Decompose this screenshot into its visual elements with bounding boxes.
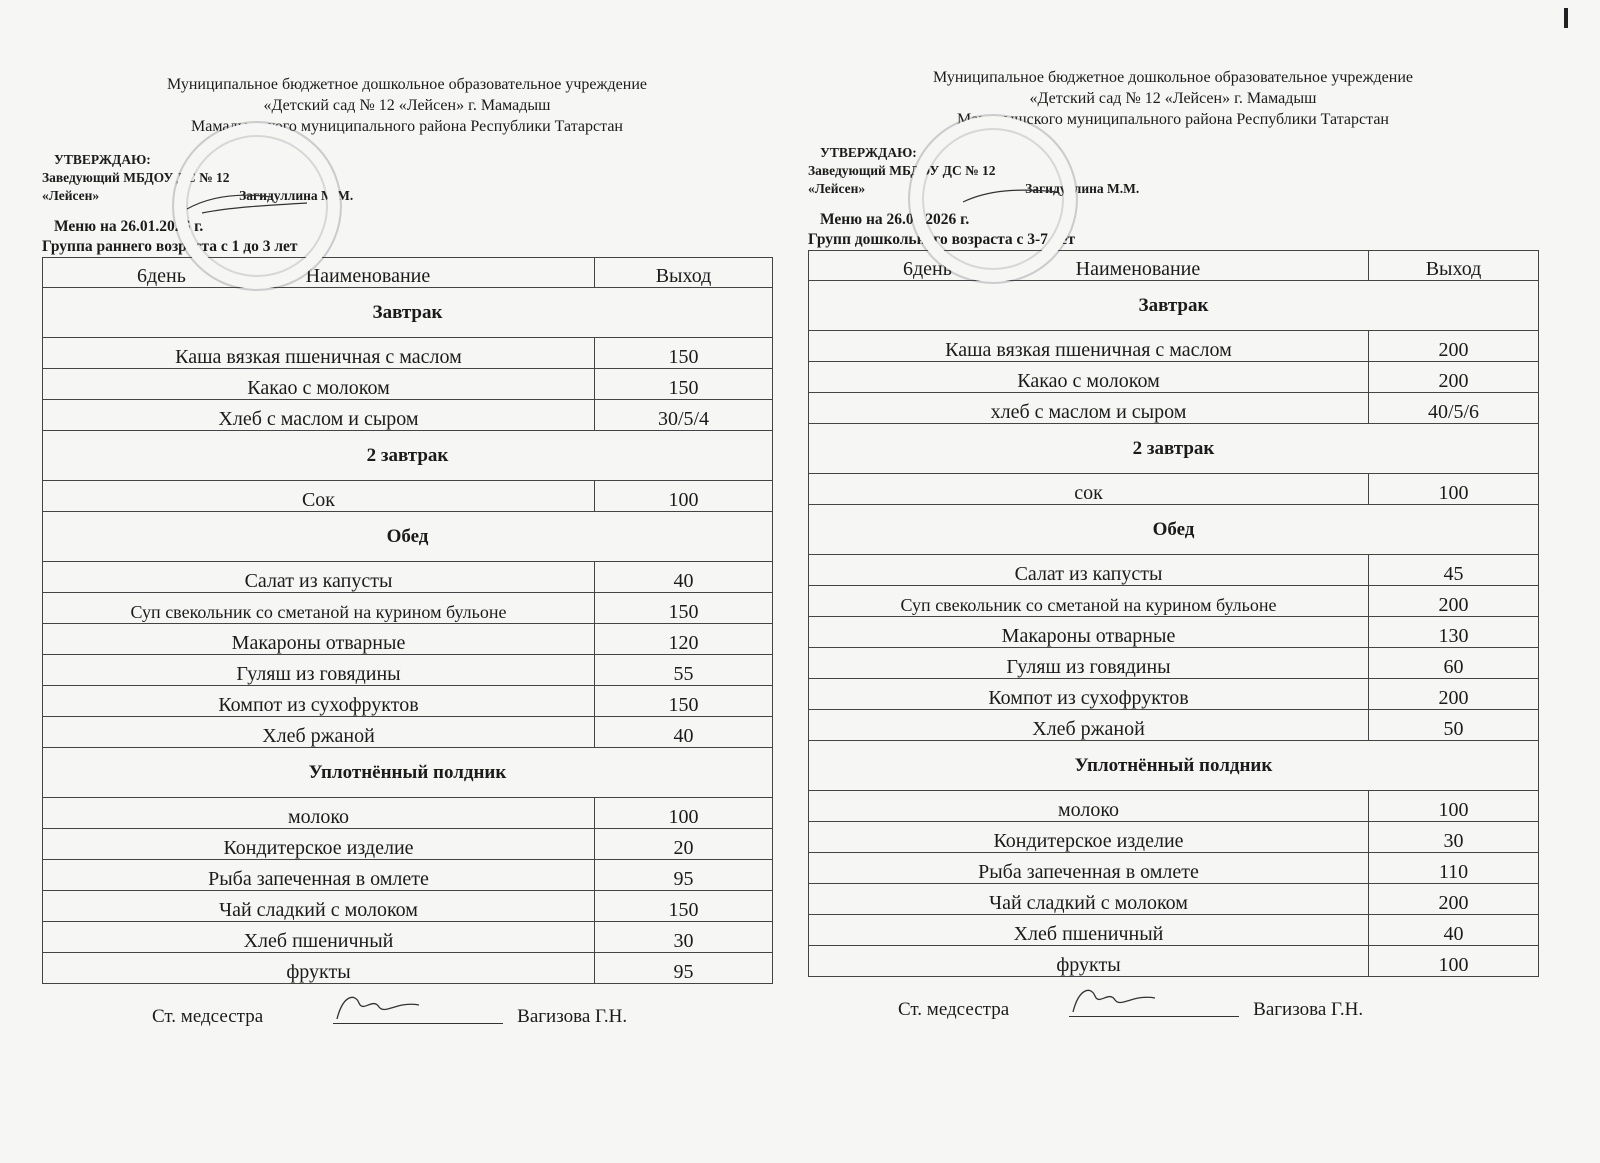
section-row (809, 424, 1539, 474)
menu-item-row (809, 853, 1539, 884)
menu-item-row (809, 474, 1539, 505)
section-row (43, 748, 773, 798)
dish-name: Гуляш из говядины (43, 655, 595, 686)
nurse-role: Ст. медсестра (152, 1006, 264, 1027)
menu-item-row (809, 555, 1539, 586)
dish-name: Каша вязкая пшеничная с маслом (809, 331, 1369, 362)
dish-name: фрукты (809, 946, 1369, 977)
dish-name: Рыба запеченная в омлете (43, 860, 595, 891)
dish-output: 40 (595, 717, 773, 748)
menu-panel-early-age (42, 0, 772, 1100)
dish-name: Хлеб пшеничный (43, 922, 595, 953)
table-header-row (809, 251, 1539, 281)
dish-output: 150 (595, 593, 773, 624)
dish-output: 40 (1369, 915, 1539, 946)
dish-output: 20 (595, 829, 773, 860)
dish-output: 100 (595, 481, 773, 512)
dish-output: 200 (1369, 362, 1539, 393)
header-line: Мамадышского муниципального района Республики Татарстан (191, 118, 623, 135)
dish-name: сок (809, 474, 1369, 505)
menu-item-row (43, 655, 773, 686)
header-name-cell (43, 258, 595, 288)
section-title: Уплотнённый полдник (43, 748, 773, 798)
dish-name: Кондитерское изделие (43, 829, 595, 860)
header-line: Мамадышского муниципального района Республики Татарстан (957, 111, 1389, 128)
director-signature (182, 187, 312, 217)
dish-output: 100 (1369, 946, 1539, 977)
menu-item-row (809, 648, 1539, 679)
dish-name: Каша вязкая пшеничная с маслом (43, 338, 595, 369)
director-signature (958, 180, 1068, 210)
dish-output: 200 (1369, 884, 1539, 915)
dish-output: 150 (595, 369, 773, 400)
section-row (809, 741, 1539, 791)
dish-output: 200 (1369, 331, 1539, 362)
section-row (43, 431, 773, 481)
header-name: Наименование (305, 265, 431, 287)
header-day: 6день (903, 258, 952, 280)
approve-signature-row (808, 180, 1538, 198)
approve-signature-row (42, 187, 772, 205)
dish-output: 150 (595, 891, 773, 922)
dish-output: 55 (595, 655, 773, 686)
dish-output: 100 (1369, 474, 1539, 505)
menu-title-block (42, 217, 772, 257)
approval-block (808, 144, 1538, 198)
menu-item-row (809, 617, 1539, 648)
dish-output: 30 (1369, 822, 1539, 853)
dish-name: Хлеб ржаной (809, 710, 1369, 741)
dish-output: 60 (1369, 648, 1539, 679)
approve-org: «Лейсен» (808, 181, 866, 196)
institution-header (808, 67, 1538, 130)
nurse-signature (1069, 983, 1239, 1017)
dish-name: Салат из капусты (809, 555, 1369, 586)
menu-table (808, 250, 1539, 977)
menu-item-row (43, 338, 773, 369)
dish-output: 40/5/6 (1369, 393, 1539, 424)
menu-item-row (43, 686, 773, 717)
header-line: «Детский сад № 12 «Лейсен» г. Мамадыш (263, 97, 551, 114)
group-label: Групп дошкольного возраста с 3-7 лет (808, 231, 1075, 248)
menu-item-row (43, 562, 773, 593)
menu-item-row (43, 860, 773, 891)
section-title: Уплотнённый полдник (809, 741, 1539, 791)
menu-title-block (808, 210, 1538, 250)
dish-output: 100 (595, 798, 773, 829)
menu-item-row (809, 915, 1539, 946)
section-row (809, 281, 1539, 331)
dish-output: 45 (1369, 555, 1539, 586)
approve-title: УТВЕРЖДАЮ: (820, 145, 917, 160)
dish-output: 150 (595, 686, 773, 717)
section-row (43, 512, 773, 562)
approve-position: Заведующий МБДОУ ДС № 12 (42, 170, 230, 185)
dish-name: Суп свекольник со сметаной на курином бульоне (809, 586, 1369, 617)
section-title: Обед (43, 512, 773, 562)
menu-item-row (43, 400, 773, 431)
dish-name: молоко (43, 798, 595, 829)
nurse-name: Вагизова Г.Н. (517, 1006, 628, 1027)
dish-name: Компот из сухофруктов (43, 686, 595, 717)
menu-item-row (809, 393, 1539, 424)
menu-item-row (43, 481, 773, 512)
menu-item-row (43, 717, 773, 748)
dish-name: хлеб с маслом и сыром (809, 393, 1369, 424)
header-line: Муниципальное бюджетное дошкольное образовательное учреждение (933, 69, 1413, 86)
menu-item-row (43, 593, 773, 624)
header-name: Наименование (1075, 258, 1201, 280)
approve-name: Загидуллина М.М. (239, 188, 354, 203)
approve-title: УТВЕРЖДАЮ: (54, 152, 151, 167)
dish-name: Хлеб пшеничный (809, 915, 1369, 946)
header-line: «Детский сад № 12 «Лейсен» г. Мамадыш (1029, 90, 1317, 107)
menu-item-row (809, 791, 1539, 822)
dish-output: 95 (595, 953, 773, 984)
menu-item-row (43, 369, 773, 400)
dish-name: Суп свекольник со сметаной на курином бульоне (43, 593, 595, 624)
header-output: Выход (1369, 251, 1539, 281)
menu-item-row (43, 798, 773, 829)
nurse-signoff (42, 990, 772, 1028)
dish-name: фрукты (43, 953, 595, 984)
dish-name: Рыба запеченная в омлете (809, 853, 1369, 884)
corner-mark (1564, 8, 1568, 28)
dish-output: 30 (595, 922, 773, 953)
dish-output: 40 (595, 562, 773, 593)
header-day: 6день (137, 265, 186, 287)
dish-output: 95 (595, 860, 773, 891)
menu-date: Меню на 26.01.2026 г. (54, 218, 204, 235)
menu-item-row (43, 953, 773, 984)
menu-item-row (809, 884, 1539, 915)
dish-name: Компот из сухофруктов (809, 679, 1369, 710)
institution-header (42, 74, 772, 137)
dish-name: Кондитерское изделие (809, 822, 1369, 853)
dish-output: 110 (1369, 853, 1539, 884)
dish-output: 130 (1369, 617, 1539, 648)
section-title: Завтрак (809, 281, 1539, 331)
approval-block (42, 151, 772, 205)
header-line: Муниципальное бюджетное дошкольное образовательное учреждение (167, 76, 647, 93)
nurse-signoff (808, 983, 1538, 1021)
menu-date: Меню на 26.01.2026 г. (820, 211, 970, 228)
dish-name: Гуляш из говядины (809, 648, 1369, 679)
dish-output: 120 (595, 624, 773, 655)
nurse-signature (333, 990, 503, 1024)
menu-item-row (809, 946, 1539, 977)
dish-name: молоко (809, 791, 1369, 822)
dish-name: Чай сладкий с молоком (809, 884, 1369, 915)
header-output: Выход (595, 258, 773, 288)
nurse-role: Ст. медсестра (898, 999, 1010, 1020)
dish-name: Какао с молоком (43, 369, 595, 400)
approve-name: Загидуллина М.М. (1025, 181, 1140, 196)
menu-item-row (809, 822, 1539, 853)
dish-output: 30/5/4 (595, 400, 773, 431)
menu-panel-preschool-age (808, 0, 1538, 1100)
dish-output: 200 (1369, 586, 1539, 617)
menu-item-row (809, 331, 1539, 362)
section-title: Обед (809, 505, 1539, 555)
table-header-row (43, 258, 773, 288)
approve-position: Заведующий МБДОУ ДС № 12 (808, 163, 996, 178)
dish-output: 100 (1369, 791, 1539, 822)
dish-name: Хлеб ржаной (43, 717, 595, 748)
menu-item-row (43, 829, 773, 860)
menu-table (42, 257, 773, 984)
section-title: 2 завтрак (809, 424, 1539, 474)
approve-org: «Лейсен» (42, 188, 100, 203)
group-label: Группа раннего возраста с 1 до 3 лет (42, 238, 298, 255)
section-row (43, 288, 773, 338)
section-title: Завтрак (43, 288, 773, 338)
dish-name: Сок (43, 481, 595, 512)
header-name-cell (809, 251, 1369, 281)
menu-item-row (809, 586, 1539, 617)
menu-item-row (809, 710, 1539, 741)
dish-name: Чай сладкий с молоком (43, 891, 595, 922)
dish-name: Какао с молоком (809, 362, 1369, 393)
menu-item-row (43, 891, 773, 922)
menu-item-row (809, 679, 1539, 710)
dish-name: Макароны отварные (43, 624, 595, 655)
menu-item-row (809, 362, 1539, 393)
section-title: 2 завтрак (43, 431, 773, 481)
section-row (809, 505, 1539, 555)
menu-item-row (43, 624, 773, 655)
nurse-name: Вагизова Г.Н. (1253, 999, 1364, 1020)
dish-name: Хлеб с маслом и сыром (43, 400, 595, 431)
dish-name: Макароны отварные (809, 617, 1369, 648)
dish-output: 200 (1369, 679, 1539, 710)
dish-output: 150 (595, 338, 773, 369)
menu-item-row (43, 922, 773, 953)
dish-output: 50 (1369, 710, 1539, 741)
dish-name: Салат из капусты (43, 562, 595, 593)
